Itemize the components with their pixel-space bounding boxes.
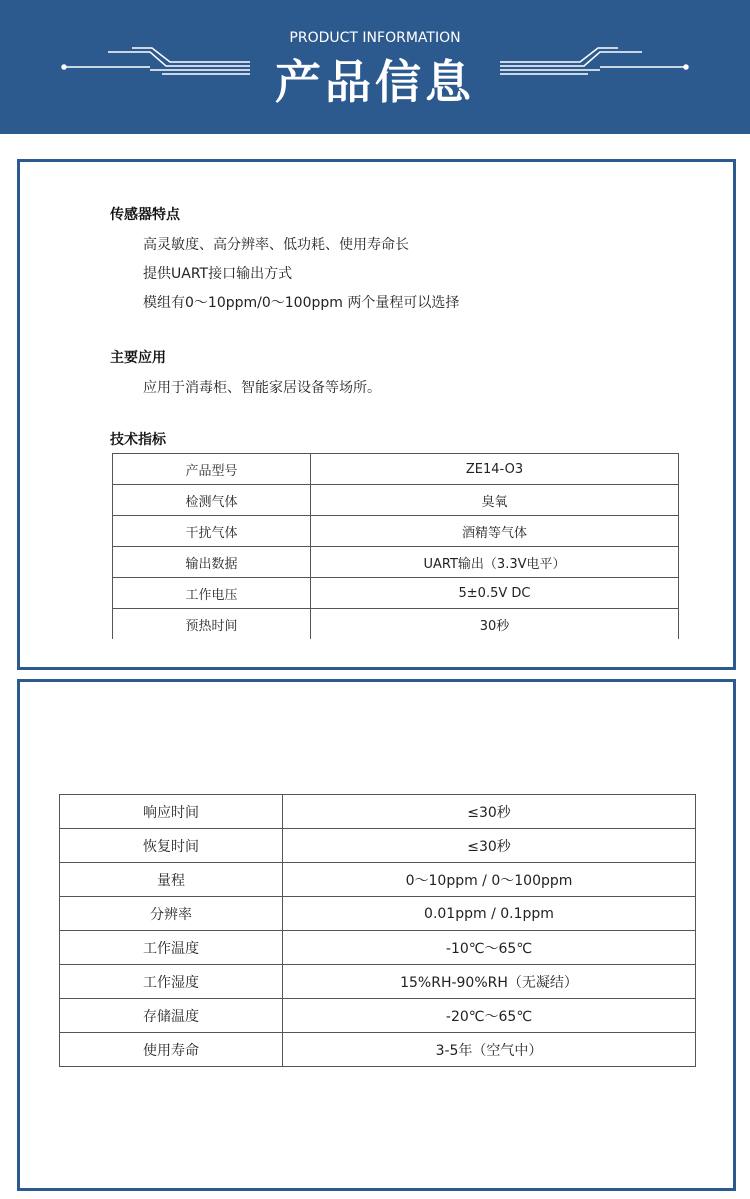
spec-value: 5±0.5V DC bbox=[311, 578, 679, 609]
spec-value: 15%RH-90%RH（无凝结） bbox=[283, 965, 696, 999]
spec-label: 输出数据 bbox=[113, 547, 311, 578]
table-row bbox=[60, 999, 696, 1033]
page-title: 产品信息 bbox=[275, 55, 475, 109]
table-row bbox=[60, 795, 696, 829]
spec-value: 0～10ppm / 0～100ppm bbox=[283, 863, 696, 897]
specs-heading: 技术指标 bbox=[110, 432, 166, 448]
spec-label: 预热时间 bbox=[113, 609, 311, 640]
applications-heading: 主要应用 bbox=[110, 350, 166, 366]
spec-value: -10℃～65℃ bbox=[283, 931, 696, 965]
header-banner bbox=[0, 0, 750, 134]
specs-continued-panel bbox=[17, 679, 736, 1191]
spec-label: 使用寿命 bbox=[60, 1033, 283, 1067]
table-row bbox=[113, 547, 679, 578]
table-row bbox=[60, 829, 696, 863]
spec-value: UART输出（3.3V电平） bbox=[311, 547, 679, 578]
table-row bbox=[113, 578, 679, 609]
spec-label: 检测气体 bbox=[113, 485, 311, 516]
spec-label: 工作电压 bbox=[113, 578, 311, 609]
specs-table-continued bbox=[59, 794, 696, 1067]
spec-value: -20℃～65℃ bbox=[283, 999, 696, 1033]
feature-line: 高灵敏度、高分辨率、低功耗、使用寿命长 bbox=[143, 237, 409, 253]
feature-line: 提供UART接口输出方式 bbox=[143, 266, 293, 282]
spec-label: 存储温度 bbox=[60, 999, 283, 1033]
table-row bbox=[60, 863, 696, 897]
spec-label: 干扰气体 bbox=[113, 516, 311, 547]
spec-value: 30秒 bbox=[311, 609, 679, 640]
spec-label: 响应时间 bbox=[60, 795, 283, 829]
table-row bbox=[113, 485, 679, 516]
spec-label: 恢复时间 bbox=[60, 829, 283, 863]
specs-table bbox=[112, 453, 679, 639]
table-row bbox=[113, 609, 679, 640]
spec-label: 分辨率 bbox=[60, 897, 283, 931]
header-subtitle: PRODUCT INFORMATION bbox=[289, 30, 461, 46]
product-info-panel bbox=[17, 159, 736, 670]
feature-line: 模组有0～10ppm/0～100ppm 两个量程可以选择 bbox=[143, 295, 460, 311]
table-row bbox=[60, 931, 696, 965]
table-row bbox=[60, 1033, 696, 1067]
spec-value: ≤30秒 bbox=[283, 795, 696, 829]
table-row bbox=[113, 516, 679, 547]
spec-value: 0.01ppm / 0.1ppm bbox=[283, 897, 696, 931]
spec-value: 3-5年（空气中） bbox=[283, 1033, 696, 1067]
spec-value: ≤30秒 bbox=[283, 829, 696, 863]
spec-label: 工作湿度 bbox=[60, 965, 283, 999]
table-row bbox=[113, 454, 679, 485]
spec-label: 量程 bbox=[60, 863, 283, 897]
table-row bbox=[60, 897, 696, 931]
spec-label: 产品型号 bbox=[113, 454, 311, 485]
application-line: 应用于消毒柜、智能家居设备等场所。 bbox=[143, 380, 381, 396]
features-heading: 传感器特点 bbox=[110, 207, 180, 223]
spec-value: 酒精等气体 bbox=[311, 516, 679, 547]
table-row bbox=[60, 965, 696, 999]
spec-label: 工作温度 bbox=[60, 931, 283, 965]
spec-value: ZE14-O3 bbox=[311, 454, 679, 485]
spec-value: 臭氧 bbox=[311, 485, 679, 516]
